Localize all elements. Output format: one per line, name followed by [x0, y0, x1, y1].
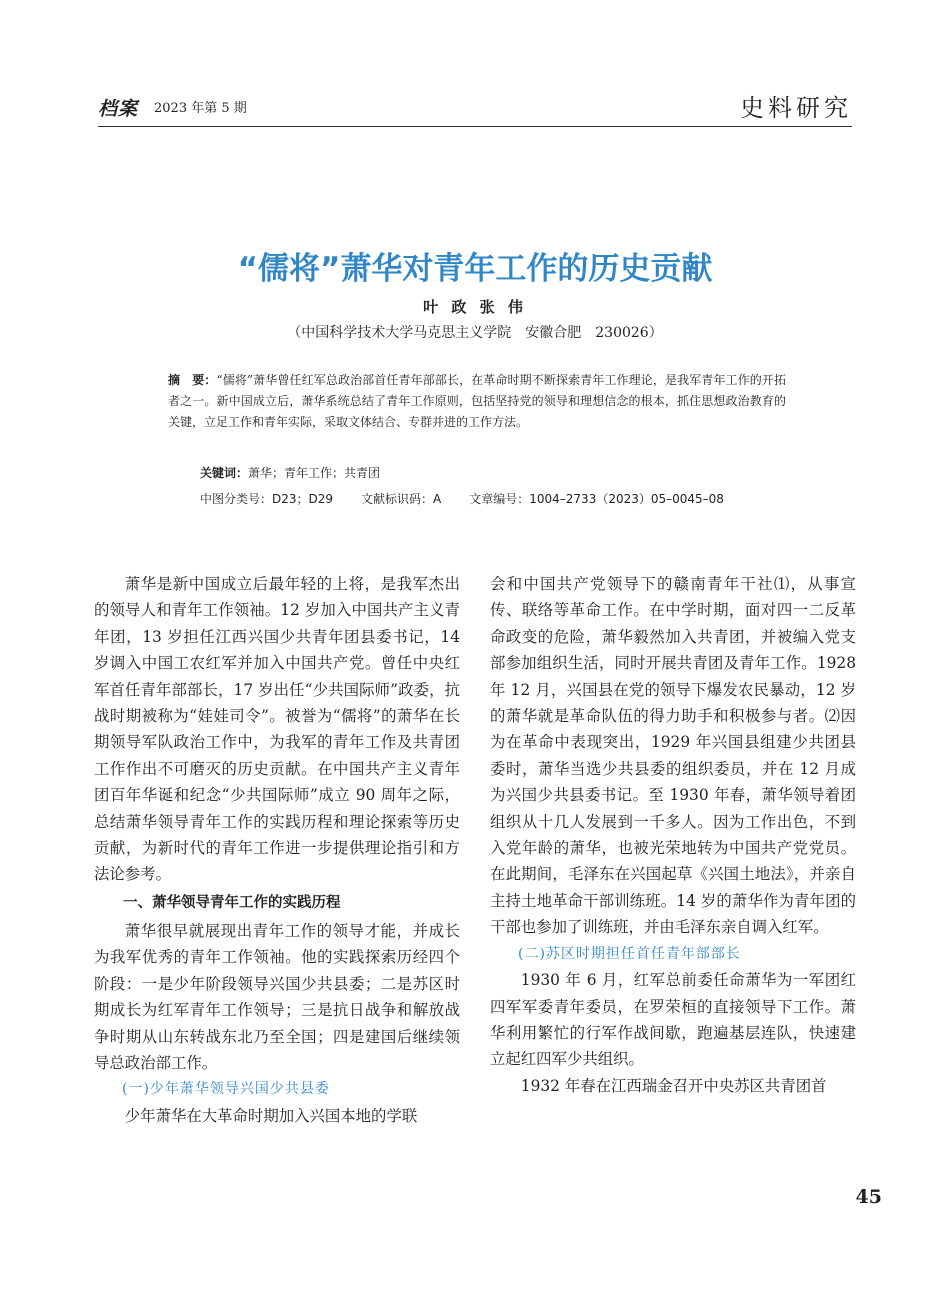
keywords-text: 萧华；青年工作；共青团	[248, 466, 381, 480]
issue-info: 2023 年第 5 期	[154, 101, 247, 116]
affiliation: （中国科学技术大学马克思主义学院 安徽合肥 230026）	[287, 325, 663, 341]
body-paragraph: 萧华是新中国成立后最年轻的上将，是我军杰出的领导人和青年工作领袖。12 岁加入中国共产主义青年团，13 岁担任江西兴国少共青年团县委书记，14 岁调入中国工农红军并加入中国共产党。曾任中央红军首任青年部部长，17 岁出任“少共国际师”政委，抗战时期被称为“娃娃司令”。被誉为“儒将”的萧华在长期领导军队政治工作中，为我军的青年工作及共青团工作作出不可磨灭的历史贡献。在中国共产主义青年团百年华诞和纪念“少共国际师”成立 90 周年之际，总结萧华领导青年工作的实践历程和理论探索等历史贡献，为新时代的青年工作进一步提供理论指引和方法论参考。	[94, 575, 460, 884]
section-name: 史料研究	[740, 94, 852, 122]
body-paragraph: 1930 年 6 月，红军总前委任命萧华为一军团红四军军委青年委员，在罗荣桓的直接领导下工作。萧华利用繁忙的行军作战间歇，跑遍基层连队，快速建立起红四军少共组织。	[490, 971, 856, 1069]
classification-number: 中图分类号：D23；D29	[200, 492, 334, 506]
body-column-right	[490, 571, 856, 1099]
body-paragraph: 会和中国共产党领导下的赣南青年干社⑴，从事宣传、联络等革命工作。在中学时期，面对四一二反革命政变的危险，萧华毅然加入共青团，并被编入党支部参加组织生活，同时开展共青团及青年工作。1928 年 12 月，兴国县在党的领导下爆发农民暴动，12 岁的萧华就是革命队伍的得力助手和积极参与者。⑵因为在革命中表现突出，1929 年兴国县组建少共团县委时，萧华当选少共县委的组织委员，并在 12 月成为兴国少共县委书记。至 1930 年春，萧华领导着团组织从十几人发展到一千多人。因为工作出色，不到入党年龄的萧华，也被光荣地转为中国共产党党员。在此期间，毛泽东在兴国起草《兴国土地法》，并亲自主持土地革命干部训练班。14 岁的萧华作为青年团的干部也参加了训练班，并由毛泽东亲自调入红军。	[490, 575, 856, 937]
keywords	[200, 464, 380, 481]
keywords-label: 关键词：	[200, 466, 249, 480]
running-header	[98, 88, 852, 128]
subsection-heading: (一)少年萧华领导兴国少共县委	[122, 1081, 330, 1098]
classification-line	[200, 490, 724, 507]
body-column-left	[94, 571, 460, 1129]
abstract	[168, 370, 786, 433]
body-paragraph: 少年萧华在大革命时期加入兴国本地的学联	[124, 1106, 418, 1125]
journal-logo: 档案	[98, 98, 139, 120]
page-number: 45	[855, 1186, 882, 1208]
document-code: 文献标识码：A	[361, 492, 442, 506]
article-title: “儒将”萧华对青年工作的历史贡献	[237, 250, 713, 287]
article-number: 文章编号：1004–2733（2023）05–0045–08	[469, 492, 724, 506]
body-paragraph: 1932 年春在江西瑞金召开中央苏区共青团首	[520, 1076, 827, 1095]
body-paragraph: 萧华很早就展现出青年工作的领导才能，并成长为我军优秀的青年工作领袖。他的实践探索历经四个阶段：一是少年阶段领导兴国少共县委；二是苏区时期成长为红军青年工作领导；三是抗日战争和解放战争时期从山东转战东北乃至全国；四是建国后继续领导总政治部工作。	[94, 921, 460, 1072]
header-rule	[98, 126, 852, 127]
abstract-label: 摘 要：	[168, 373, 217, 387]
subsection-heading: (二)苏区时期担任首任青年部部长	[518, 945, 741, 962]
abstract-text: “儒将”萧华曾任红军总政治部首任青年部部长，在革命时期不断探索青年工作理论，是我军青年工作的开拓者之一。新中国成立后，萧华系统总结了青年工作原则，包括坚持党的领导和理想信念的根本，抓住思想政治教育的关键，立足工作和青年实际，采取文体结合、专群并进的工作方法。	[168, 373, 786, 429]
section-heading: 一、萧华领导青年工作的实践历程	[123, 894, 341, 911]
authors: 叶 政 张 伟	[423, 298, 527, 316]
